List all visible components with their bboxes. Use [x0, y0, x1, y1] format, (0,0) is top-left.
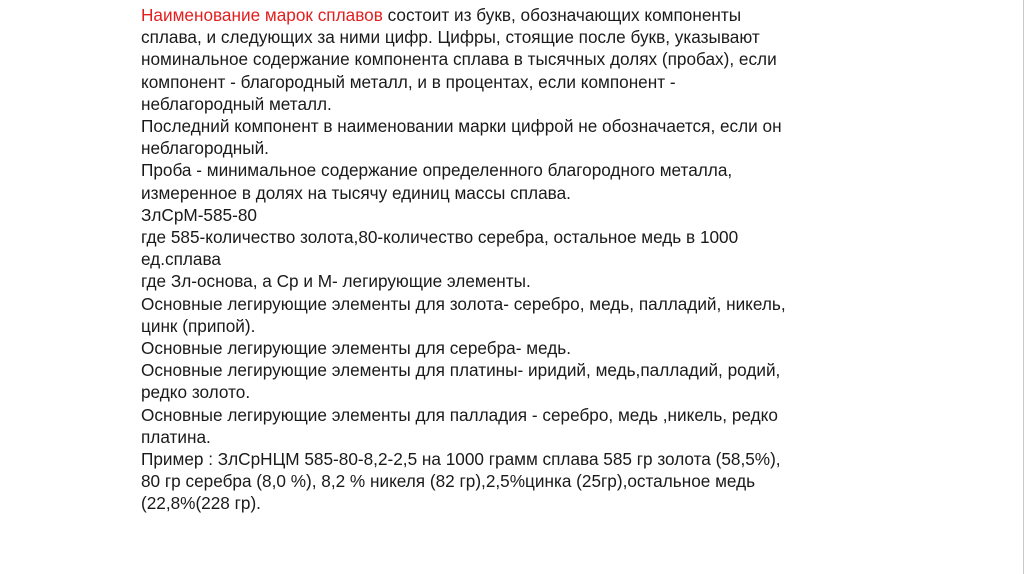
slide-text-body	[141, 4, 881, 515]
paragraph-composition-example: Пример : ЗлСрНЦМ 585-80-8,2-2,5 на 1000 грамм сплава 585 гр золота (58,5%), 80 гр серебра (8,0 %), 8,2 % никеля (82 гр),2,5%цинка (25гр),остальное медь (22,8%(228 гр).	[141, 449, 781, 514]
paragraph-alloy-grade-example: ЗлСрМ-585-80	[141, 204, 257, 225]
paragraph-palladium-alloying: Основные легирующие элементы для палладия - серебро, медь ,никель, редко платина.	[141, 404, 778, 447]
paragraph-base-and-alloying: где Зл-основа, а Ср и М- легирующие элементы.	[141, 271, 531, 292]
paragraph-proba-definition: Проба - минимальное содержание определенного благородного металла, измеренное в долях на тысячу единиц массы сплава.	[141, 160, 733, 203]
paragraph-last-component: Последний компонент в наименовании марки цифрой не обозначается, если он неблагородный.	[141, 116, 782, 159]
paragraph-grade-explanation: где 585-количество золота,80-количество серебра, остальное медь в 1000 ед.сплава	[141, 227, 739, 270]
paragraph-platinum-alloying: Основные легирующие элементы для платины- иридий, медь,палладий, родий, редко золото.	[141, 360, 781, 403]
paragraph-silver-alloying: Основные легирующие элементы для серебра- медь.	[141, 338, 571, 359]
paragraph-gold-alloying: Основные легирующие элементы для золота- серебро, медь, палладий, никель, цинк (припой).	[141, 293, 786, 336]
highlighted-term: Наименование марок сплавов	[141, 5, 383, 25]
intro-paragraph	[141, 4, 881, 115]
intro-text: состоит из букв, обозначающих компоненты сплава, и следующих за ними цифр. Цифры, стоящие после букв, указывают номинальное содержание компонента сплава в тысячных долях (пробах), если компонент - благородный металл, и в процентах, если компонент - неблагородный металл.	[141, 5, 777, 114]
